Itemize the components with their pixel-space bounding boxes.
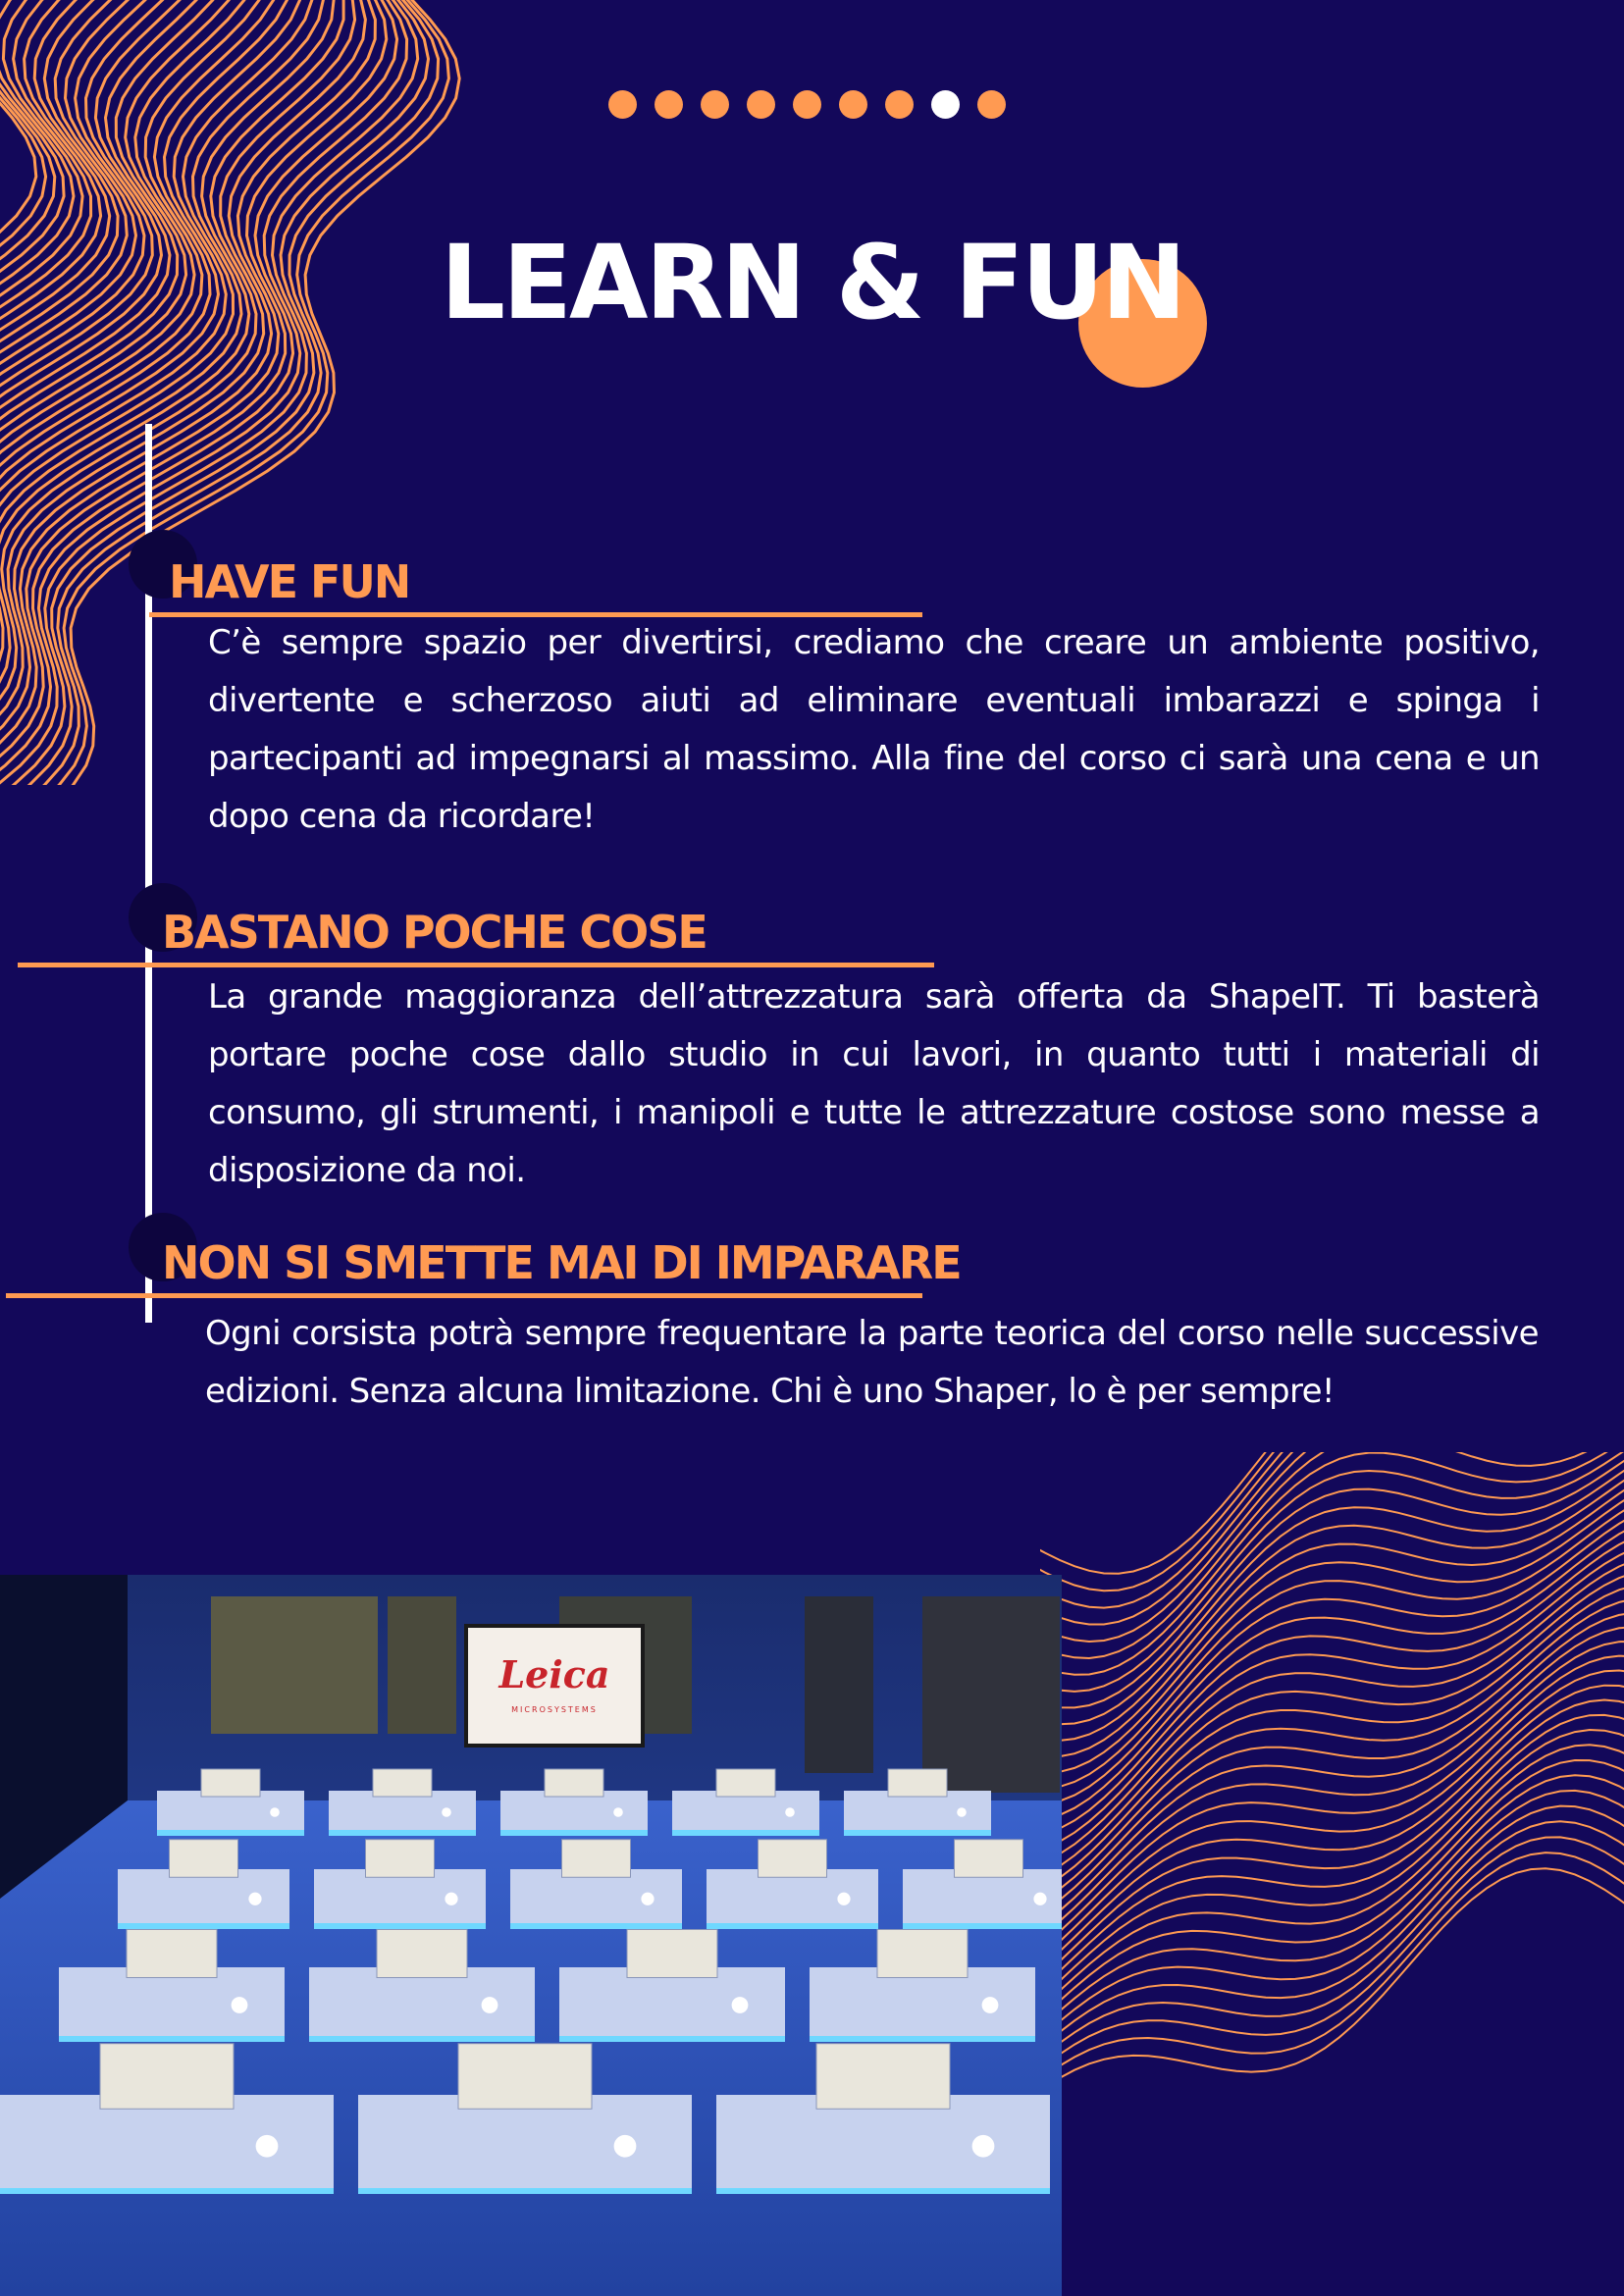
desk-light [309,2036,535,2042]
wave-decoration-bottom-right [1040,1452,1624,2296]
wave-line [1040,1868,1624,2098]
desk-lamp [972,2135,995,2158]
section-body-non-si-smette-mai-di-imparare: Ogni corsista potrà sempre frequentare la parte teorica del corso nelle successive edizioni. Senza alcuna limitazione. Chi è uno Shaper, lo è per sempre! [205,1314,1539,1411]
section-title-have-fun: HAVE FUN [169,555,410,608]
monitor [759,1840,827,1878]
desk-lamp [613,1807,623,1817]
page-dot [793,90,821,119]
section-title-bastano-poche-cose: BASTANO POCHE COSE [162,906,707,959]
monitor [627,1930,717,1978]
desk-light [314,1923,486,1929]
desk-light [329,1830,476,1836]
page-dot [747,90,775,119]
desk-lamp [957,1807,967,1817]
monitor [716,1769,775,1797]
monitor [170,1840,238,1878]
page-dot [977,90,1006,119]
page-dot-active [931,90,960,119]
monitor [562,1840,631,1878]
monitor [888,1769,947,1797]
wave-line [1040,1452,1624,1574]
desk-lamp [256,2135,279,2158]
desk-light [903,1923,1062,1929]
monitor [373,1769,432,1797]
desk-light [510,1923,682,1929]
monitor [816,2044,950,2110]
desk-light [157,1830,304,1836]
section-title-non-si-smette-mai-di-imparare: NON SI SMETTE MAI DI IMPARARE [162,1236,961,1289]
page-title: LEARN & FUN [440,223,1184,342]
monitor [877,1930,968,1978]
classroom-photo [0,1575,1062,2296]
desk-lamp [837,1893,850,1905]
desk-lamp [982,1997,999,2013]
desk-light [810,2036,1035,2042]
desk-lamp [1033,1893,1046,1905]
desk-lamp [442,1807,451,1817]
desk-light [500,1830,648,1836]
wave-line [1040,1452,1624,1591]
desk-light [59,2036,285,2042]
desk-lamp [732,1997,749,2013]
page-dot [608,90,637,119]
page-dot [885,90,914,119]
desk-lamp [785,1807,795,1817]
leica-logo: Leica [498,1652,610,1696]
desk-lamp [614,2135,637,2158]
page-dot [701,90,729,119]
desk-lamp [248,1893,261,1905]
desk-lamp [270,1807,280,1817]
wave-line [1040,1791,1624,2047]
desk-light [716,2188,1050,2194]
desk-light [559,2036,785,2042]
page-indicator-dots [608,90,1006,120]
desk-lamp [232,1997,248,2013]
section-underline [18,963,934,967]
monitor [458,2044,592,2110]
leica-screen [466,1626,643,1746]
desk-light [118,1923,289,1929]
section-underline [6,1293,922,1298]
desk-lamp [445,1893,457,1905]
monitor [100,2044,234,2110]
monitor [955,1840,1023,1878]
desk-light [0,2188,334,2194]
desk-light [672,1830,819,1836]
monitor [366,1840,435,1878]
wave-line [1040,1837,1624,2076]
desk-light [358,2188,692,2194]
monitor [201,1769,260,1797]
page-dot [655,90,683,119]
desk-light [707,1923,878,1929]
monitor [377,1930,467,1978]
wave-line [1040,1548,1624,1852]
monitor [127,1930,217,1978]
monitor [545,1769,603,1797]
page-dot [839,90,867,119]
section-body-have-fun: C’è sempre spazio per divertirsi, crediamo che creare un ambiente positivo, divertente e scherzoso aiuti ad eliminare eventuali imbarazzi e spinga i partecipanti ad impegnarsi al massimo. Alla fine del corso ci sarà una cena e un dopo cena da ricordare! [208,623,1540,836]
leica-subtitle: MICROSYSTEMS [511,1705,598,1714]
desk-light [844,1830,991,1836]
section-body-bastano-poche-cose: La grande maggioranza dell’attrezzatura sarà offerta da ShapeIT. Ti basterà portare poche cose dallo studio in cui lavori, in quanto tutti i materiali di consumo, gli strumenti, i manipoli e tutte le attrezzature costose sono messe a disposizione da noi. [208,977,1540,1190]
desk-lamp [482,1997,498,2013]
desk-lamp [641,1893,654,1905]
wave-line [1040,1760,1624,2027]
